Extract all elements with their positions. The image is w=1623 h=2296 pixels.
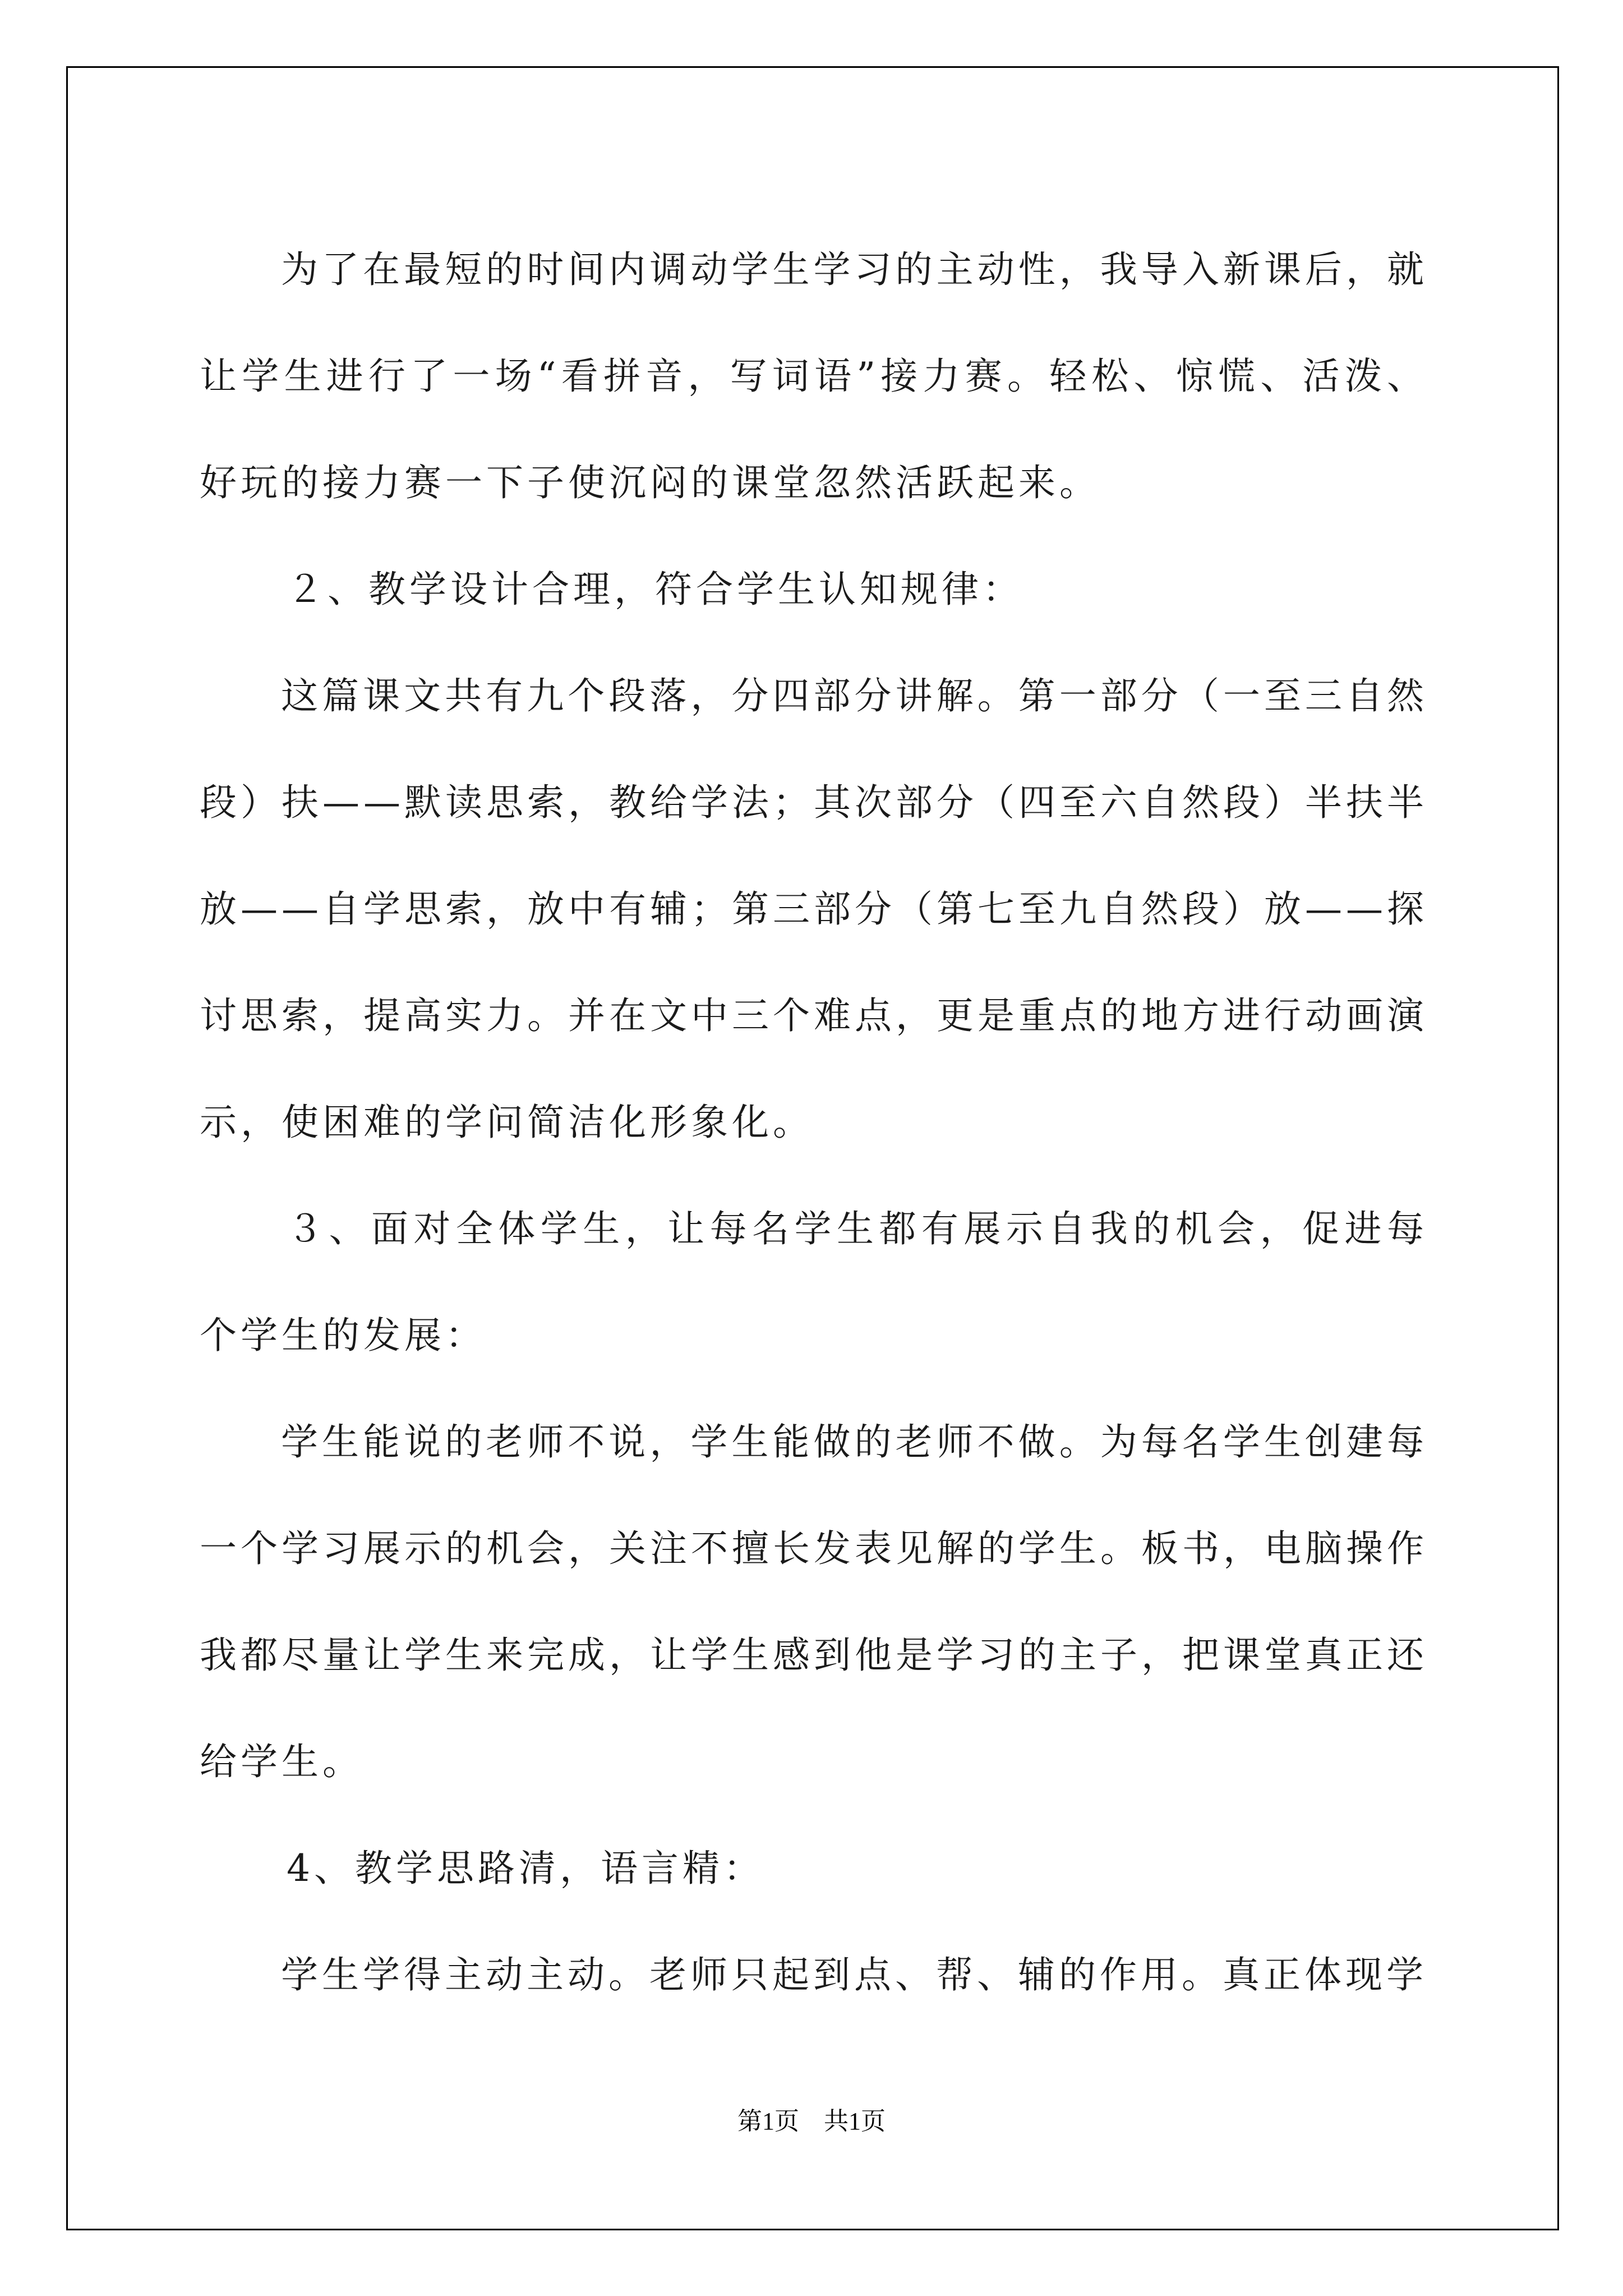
paragraph-structure: 这篇课文共有九个段落，分四部分讲解。第一部分（一至三自然段）扶——默读思索，教给学法；其次部分（四至六自然段）半扶半放——自学思索，放中有辅；第三部分（第七至九自然段）放——探讨思索，提高实力。并在文中三个难点，更是重点的地方进行动画演示，使困难的学问简洁化形象化。 bbox=[200, 674, 1428, 1144]
paragraph-intro: 为了在最短的时间内调动学生学习的主动性，我导入新课后，就让学生进行了一场“看拼音，写词语”接力赛。轻松、惊慌、活泼、好玩的接力赛一下子使沉闷的课堂忽然活跃起来。 bbox=[200, 248, 1428, 504]
heading-3: ３、面对全体学生，让每名学生都有展示自我的机会，促进每个学生的发展： bbox=[200, 1207, 1428, 1357]
document-body bbox=[200, 217, 1428, 2028]
paragraph-active: 学生学得主动主动。老师只起到点、帮、辅的作用。真正体现学 bbox=[281, 1953, 1427, 1996]
heading-2: ２、教学设计合理，符合学生认知规律： bbox=[287, 568, 1023, 611]
page-number: 第1页 共1页 bbox=[737, 2108, 886, 2135]
paragraph-students: 学生能说的老师不说，学生能做的老师不做。为每名学生创建每一个学习展示的机会，关注不擅长发表见解的学生。板书，电脑操作我都尽量让学生来完成，让学生感到他是学习的主子，把课堂真正还给学生。 bbox=[200, 1420, 1428, 1783]
heading-4: 4、教学思路清，语言精： bbox=[287, 1847, 764, 1890]
